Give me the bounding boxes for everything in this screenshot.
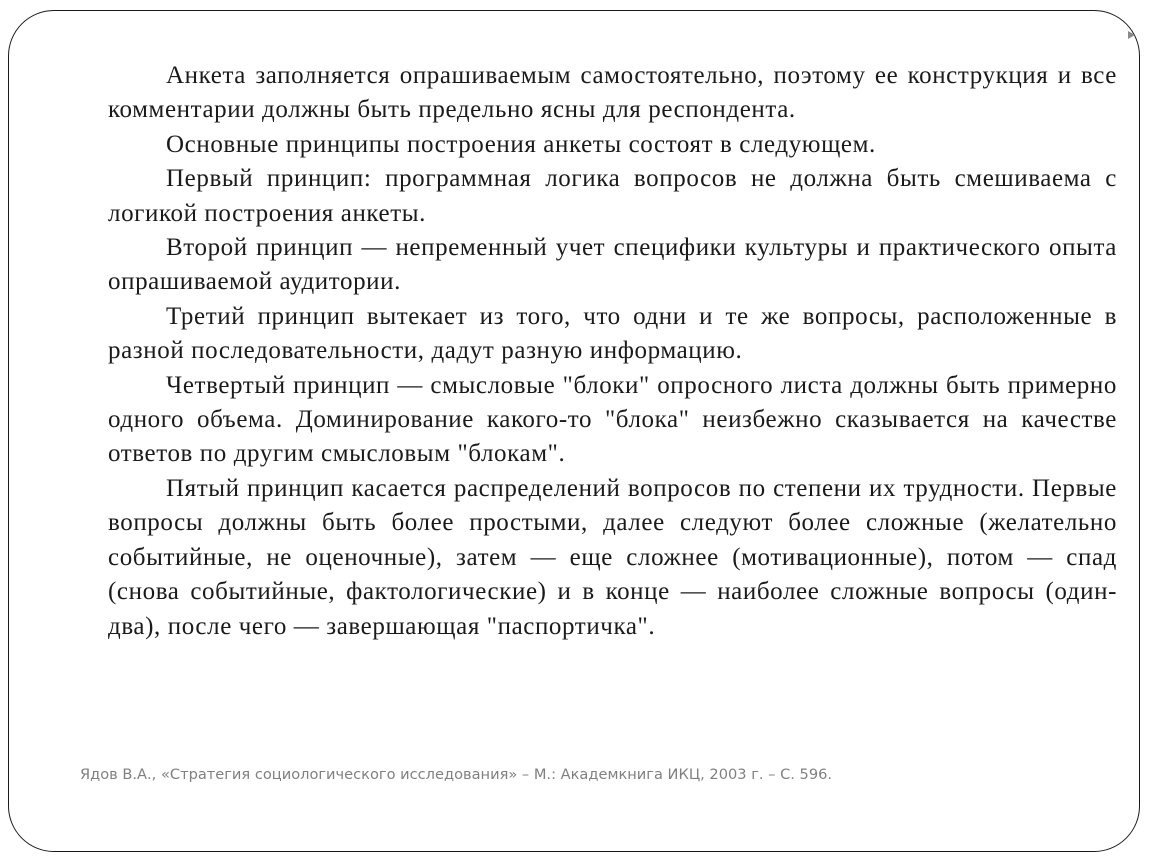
paragraph-principle-2: Второй принцип — непременный учет специфики культуры и практического опыта опрашиваемой аудитории. <box>108 234 1117 296</box>
paragraph-principle-4: Четвертый принцип — смысловые "блоки" опросного листа должны быть примерно одного объема. Доминирование какого-то "блока" неизбежно сказывается на качестве ответов по другим смысловым "блокам". <box>108 371 1117 468</box>
triangle-bullet-icon <box>1128 31 1135 39</box>
paragraph-principle-3: Третий принцип вытекает из того, что одни и те же вопросы, расположенные в разной последовательности, дадут разную информацию. <box>108 302 1117 365</box>
paragraph-intro: Анкета заполняется опрашиваемым самостоятельно, поэтому ее конструкция и все комментарии должны быть предельно ясны для респондента. <box>108 62 1117 124</box>
body-text <box>108 59 1117 644</box>
citation: Ядов В.А., «Стратегия социологического исследования» – М.: Академкнига ИКЦ, 2003 г. – С. 596. <box>80 766 833 783</box>
paragraph-principle-1: Первый принцип: программная логика вопросов не должна быть смешиваема с логикой построения анкеты. <box>108 165 1117 227</box>
paragraph-principles-heading: Основные принципы построения анкеты состоят в следующем. <box>166 130 876 158</box>
paragraph-principle-5: Пятый принцип касается распределений вопросов по степени их трудности. Первые вопросы должны быть более простыми, далее следуют более сложные (желательно событийные, не оценочные), затем — еще сложнее (мотивационные), потом — спад (снова событийные, фактологические) и в конце — наиболее сложные вопросы (один-два), после чего — завершающая "паспортичка". <box>108 474 1117 640</box>
